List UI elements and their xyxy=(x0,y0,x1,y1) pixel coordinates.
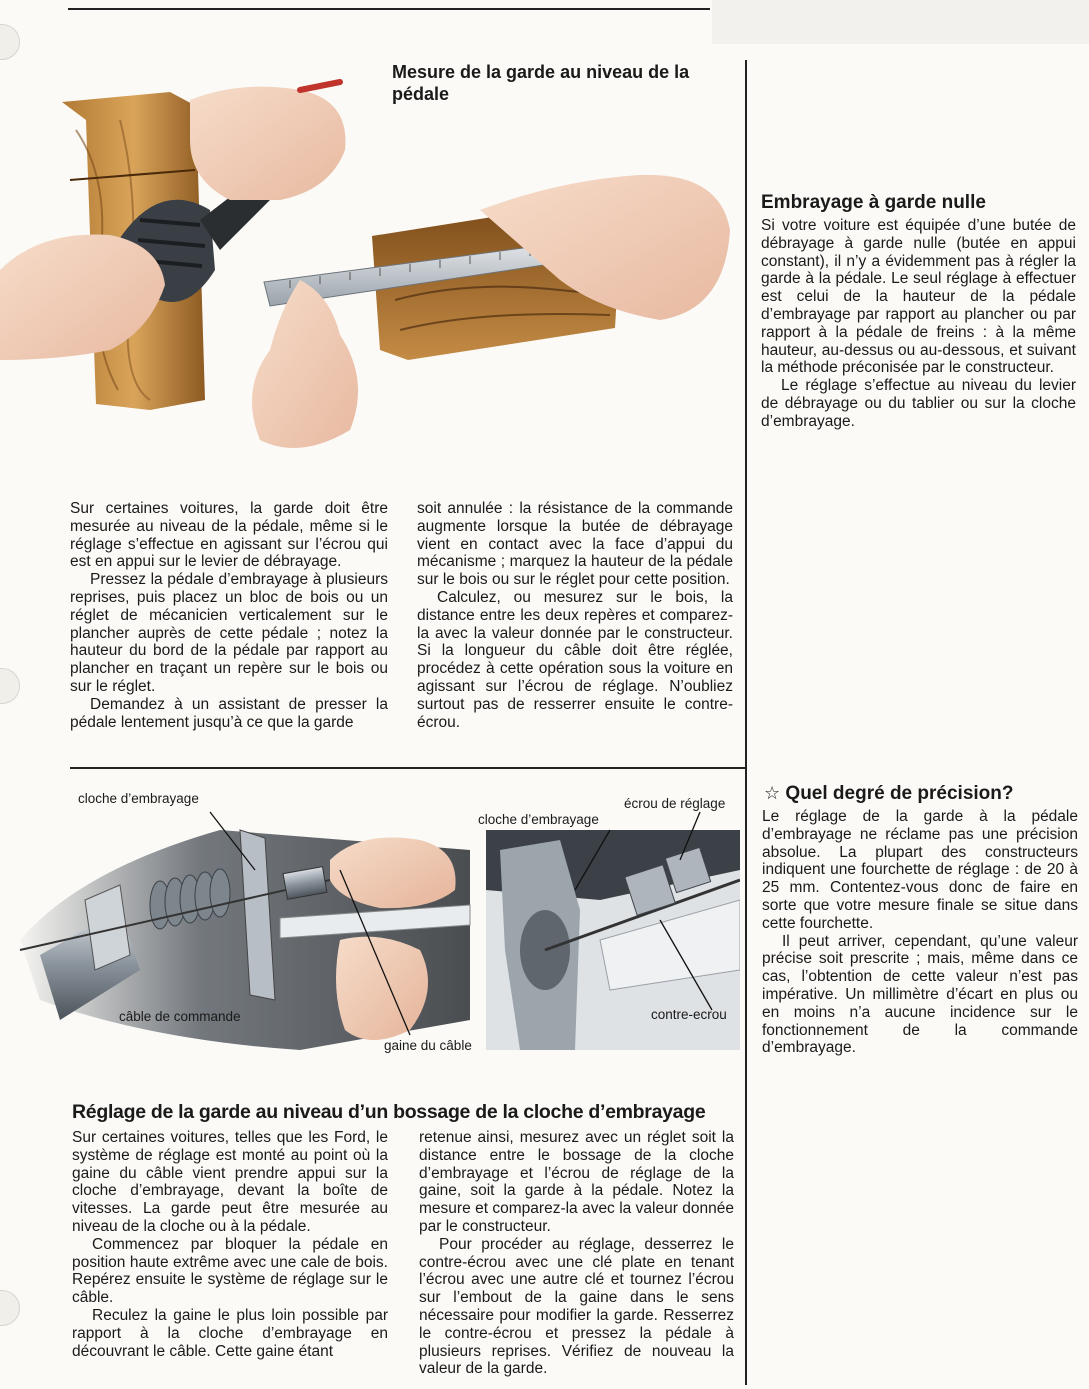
sidebar-title-text: Quel degré de précision? xyxy=(785,783,1014,804)
label-gaine-cable: gaine du câble xyxy=(384,1038,472,1053)
label-cable-commande: câble de commande xyxy=(119,1009,241,1024)
punch-hole xyxy=(0,1290,20,1326)
section2-column1 xyxy=(72,1129,388,1360)
paragraph: retenue ainsi, mesurez avec un réglet soit la distance entre le bossage de la cloche d’embrayage et l’écrou de réglage de la gaine, soit la garde à la pédale. Notez la mesure et comparez-la avec la valeur donnée par le constructeur. xyxy=(419,1129,734,1235)
sidebar-text-precision xyxy=(762,808,1078,1057)
clutch-cable-photo xyxy=(0,790,740,1070)
paragraph: Pressez la pédale d’embrayage à plusieurs reprises, puis placez un bloc de bois ou un réglet de mécanicien verticalement sur le plancher auprès de cette pédale ; notez la hauteur du bord de la pédale par rapport au plancher en traçant un repère sur le bois ou sur le réglet. xyxy=(70,571,388,695)
section1-column1 xyxy=(70,500,388,731)
paragraph: Calculez, ou mesurez sur le bois, la distance entre les deux repères et comparez-la avec la valeur donnée par le constructeur. Si la longueur du câble doit être réglée, procédez à cette opération sous la voiture en agissant sur l’écrou de réglage. N’oubliez surtout pas de resserrer ensuite le contre-écrou. xyxy=(417,588,733,731)
page-tab xyxy=(712,0,1089,44)
pedal-measurement-photo xyxy=(0,60,740,490)
paragraph: Il peut arriver, cependant, qu’une valeur précise soit prescrite ; mais, même dans ce cas, l’obtention de cette valeur n’est pas impérative. Un millimètre d’écart en plus ou en moins n’a aucune incidence sur le fonctionnement de la commande d’embrayage. xyxy=(762,932,1078,1057)
label-ecrou-reglage: écrou de réglage xyxy=(624,796,726,811)
section1-column2 xyxy=(417,500,733,731)
paragraph: Commencez par bloquer la pédale en position haute extrême avec une cale de bois. Repérez ensuite le système de réglage sur le câble. xyxy=(72,1235,388,1307)
column-divider xyxy=(745,60,747,1385)
label-cloche-right: cloche d’embrayage xyxy=(478,812,599,827)
paragraph: Pour procéder au réglage, desserrez le contre-écrou avec une clé plate en tenant l’écrou avec une autre clé et tournez l’écrou sur l’embout de la gaine dans le sens nécessaire pour modifier la garde. Resserrez le contre-écrou et pressez la pédale à plusieurs reprises. Vérifiez de nouveau la valeur de la garde. xyxy=(419,1235,734,1378)
paragraph: Demandez à un assistant de presser la pédale lentement jusqu’à ce que la garde xyxy=(70,695,388,731)
star-icon: ☆ xyxy=(764,783,781,804)
sidebar-title-precision xyxy=(764,783,1013,805)
paragraph: Le réglage s’effectue au niveau du levier de débrayage ou du tablier ou sur la cloche d’embrayage. xyxy=(761,377,1076,430)
top-rule xyxy=(68,8,710,10)
label-contre-ecrou: contre-ecrou xyxy=(651,1007,727,1022)
photo-caption: Mesure de la garde au niveau de la pédale xyxy=(392,62,690,104)
section-rule xyxy=(70,767,745,769)
punch-hole xyxy=(0,24,20,60)
section2-column2 xyxy=(419,1129,734,1378)
section2-title: Réglage de la garde au niveau d’un bossage de la cloche d’embrayage xyxy=(72,1101,706,1123)
punch-hole xyxy=(0,668,20,704)
paragraph: Le réglage de la garde à la pédale d’embrayage ne réclame pas une précision absolue. La plupart des constructeurs indiquent une fourchette de réglage : de 20 à 25 mm. Contentez-vous donc de faire en sorte que votre mesure finale se situe dans cette fourchette. xyxy=(762,808,1078,932)
paragraph: Si votre voiture est équipée d’une butée de débrayage à garde nulle (butée en appui constant), il n’y a évidemment pas à régler la garde à la pédale. Le seul réglage à effectuer est celui de la hauteur de la pédale d’embrayage par rapport au plancher ou par rapport à la pédale de freins : à la même hauteur, au-dessus ou au-dessous, et suivant la méthode préconisée par le constructeur. xyxy=(761,217,1076,377)
sidebar-text-garde-nulle xyxy=(761,217,1076,431)
paragraph: Reculez la gaine le plus loin possible par rapport à la cloche d’embrayage en découvrant le câble. Cette gaine étant xyxy=(72,1306,388,1360)
paragraph: soit annulée : la résistance de la commande augmente lorsque la butée de débrayage vient en contact avec la face d’appui du mécanisme ; marquez la hauteur de la pédale sur le bois ou sur le réglet pour cette position. xyxy=(417,500,733,589)
label-cloche-left: cloche d’embrayage xyxy=(78,791,199,806)
sidebar-title-garde-nulle: Embrayage à garde nulle xyxy=(761,192,986,213)
paragraph: Sur certaines voitures, telles que les Ford, le système de réglage est monté au point où la gaine du câble vient prendre appui sur la cloche d’embrayage, devant la boîte de vitesses. La garde peut être mesurée au niveau de la cloche ou à la pédale. xyxy=(72,1129,388,1235)
paragraph: Sur certaines voitures, la garde doit être mesurée au niveau de la pédale, même si le réglage s’effectue en agissant sur l’écrou qui est en appui sur le levier de débrayage. xyxy=(70,500,388,571)
